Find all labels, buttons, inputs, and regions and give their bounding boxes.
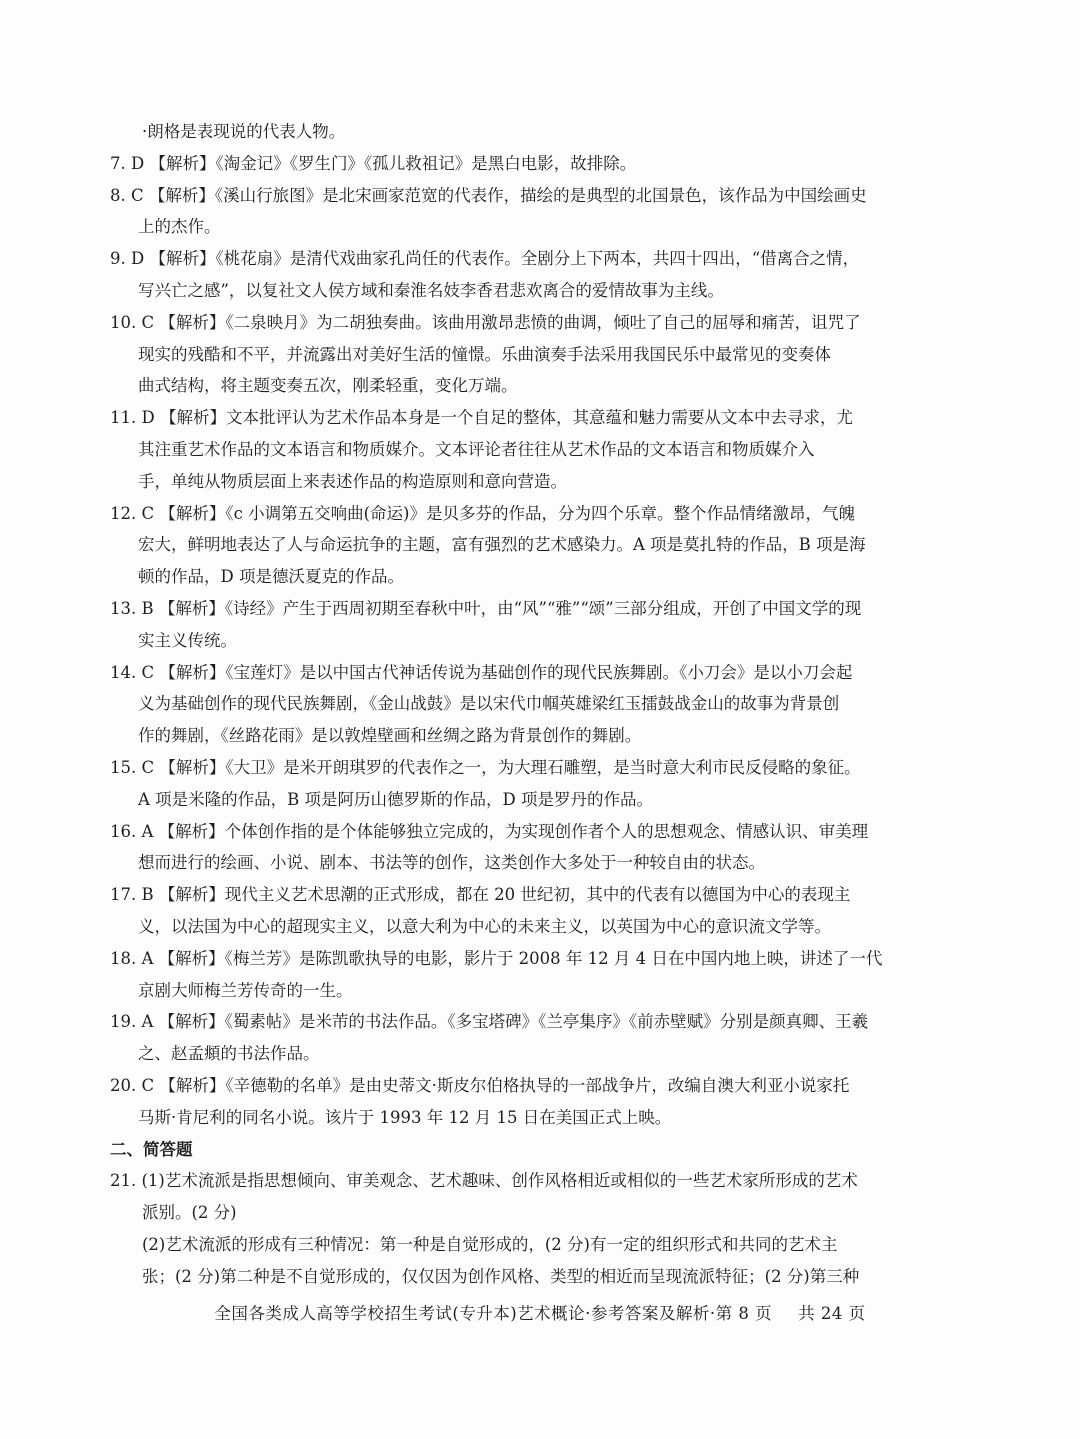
- answer-item: [110, 879, 890, 943]
- answer-text: 个体创作指的是个体能够独立完成的，为实现创作者个人的思想观念、情感认识、审美理: [224, 821, 869, 841]
- answer-content: [110, 116, 890, 1292]
- answer-item: [110, 148, 890, 180]
- answer-number: 12. C: [110, 503, 155, 523]
- q21-part2-line-2: 张；(2 分)第二种是不自觉形成的，仅仅因为创作风格、类型的相近而呈现流派特征；(2 分)第三种: [142, 1266, 860, 1286]
- answer-item-first-line: [110, 943, 890, 975]
- analysis-tag: 【解析】: [159, 662, 226, 682]
- answer-number: 11. D: [110, 408, 155, 428]
- answer-text: 《辛德勒的名单》是由史蒂文·斯皮尔伯格执导的一部战争片，改编自澳大利亚小说家托: [225, 1075, 850, 1095]
- analysis-tag: 【解析】: [158, 1012, 225, 1032]
- q21-part1-line-1: (1)艺术流派是指思想倾向、审美观念、艺术趣味、创作风格相近或相似的一些艺术家所形成的艺术: [141, 1171, 858, 1191]
- answer-number: 17. B: [110, 885, 154, 905]
- answer-continuation-line: 曲式结构，将主题变奏五次，刚柔轻重，变化万端。: [138, 376, 518, 396]
- answer-item: [110, 1070, 890, 1134]
- answer-item: [110, 498, 890, 593]
- answer-items: [110, 148, 890, 1134]
- answer-continuation-line: 现实的残酷和不平，并流露出对美好生活的憧憬。乐曲演奏手法采用我国民乐中最常见的变奏体: [138, 344, 831, 364]
- answer-item-first-line: [110, 816, 890, 848]
- answer-continuation-line: 写兴亡之感”，以复社文人侯方域和秦淮名妓李香君悲欢离合的爱情故事为主线。: [138, 280, 724, 300]
- answer-number: 18. A: [110, 948, 154, 968]
- answer-item: [110, 593, 890, 657]
- analysis-tag: 【解析】: [158, 598, 225, 618]
- answer-number: 16. A: [110, 821, 154, 841]
- answer-continuation-line: 其注重艺术作品的文本语言和物质媒介。文本评论者往往从艺术作品的文本语言和物质媒介入: [138, 439, 815, 459]
- answer-item: [110, 816, 890, 880]
- answer-text: 现代主义艺术思潮的正式形成，都在 20 世纪初，其中的代表有以德国为中心的表现主: [224, 885, 851, 905]
- answer-text: 《大卫》是米开朗琪罗的代表作之一，为大理石雕塑，是当时意大利市民反侵略的象征。: [225, 757, 861, 777]
- answer-continuation-line: 手，单纯从物质层面上来表述作品的构造原则和意向营造。: [138, 471, 567, 491]
- answer-continuation-line: 义为基础创作的现代民族舞剧，《金山战鼓》是以宋代巾帼英雄梁红玉擂鼓战金山的故事为背景创: [138, 694, 840, 714]
- analysis-tag: 【解析】: [159, 503, 226, 523]
- answer-text: 《二泉映月》为二胡独奏曲。该曲用激昂悲愤的曲调，倾吐了自己的屈辱和痛苦，诅咒了: [225, 312, 861, 332]
- answer-continuation-line: 作的舞剧，《丝路花雨》是以敦煌壁画和丝绸之路为背景创作的舞剧。: [138, 726, 642, 746]
- analysis-tag: 【解析】: [159, 757, 226, 777]
- answer-item-first-line: [110, 1006, 890, 1038]
- answer-text: 《c 小调第五交响曲(命运)》是贝多芬的作品，分为四个乐章。整个作品情绪激昂，气魄: [225, 503, 855, 523]
- answer-item: [110, 657, 890, 752]
- answer-continuation-line: 宏大，鲜明地表达了人与命运抗争的主题，富有强烈的艺术感染力。A 项是莫扎特的作品，B 项是海: [138, 535, 866, 555]
- answer-continuation-line: 之、赵孟頫的书法作品。: [138, 1044, 320, 1064]
- answer-item: [110, 752, 890, 816]
- analysis-tag: 【解析】: [149, 249, 216, 269]
- answer-continuation-line: 马斯·肯尼利的同名小说。该片于 1993 年 12 月 15 日在美国正式上映。: [138, 1107, 672, 1127]
- answer-item: [110, 402, 890, 497]
- analysis-tag: 【解析】: [158, 885, 225, 905]
- answer-continuation-line: 顿的作品，D 项是德沃夏克的作品。: [138, 567, 404, 587]
- analysis-tag: 【解析】: [159, 312, 226, 332]
- q21-number: 21.: [110, 1171, 137, 1191]
- section-heading: 二、简答题: [110, 1139, 193, 1159]
- answer-text: 《桃花扇》是清代戏曲家孔尚任的代表作。全剧分上下两本，共四十四出，“借离合之情，: [215, 249, 860, 269]
- answer-item: [110, 307, 890, 402]
- analysis-tag: 【解析】: [158, 948, 225, 968]
- answer-item: [110, 243, 890, 307]
- answer-continuation-line: 想而进行的绘画、小说、剧本、书法等的创作，这类创作大多处于一种较自由的状态。: [138, 853, 765, 873]
- answer-item: [110, 180, 890, 244]
- answer-number: 19. A: [110, 1012, 154, 1032]
- answer-item: [110, 1006, 890, 1070]
- intro-line: ·朗格是表现说的代表人物。: [142, 122, 346, 141]
- answer-text: 文本批评认为艺术作品本身是一个自足的整体，其意蕴和魅力需要从文本中去寻求，尤: [225, 408, 853, 428]
- answer-item-first-line: [110, 180, 890, 212]
- answer-continuation-line: 京剧大师梅兰芳传奇的一生。: [138, 980, 353, 1000]
- q21-part2-line-1: (2)艺术流派的形成有三种情况：第一种是自觉形成的，(2 分)有一定的组织形式和共同的艺术主: [142, 1234, 838, 1254]
- answer-number: 20. C: [110, 1075, 155, 1095]
- answer-item-first-line: [110, 243, 890, 275]
- answer-number: 7. D: [110, 153, 145, 173]
- answer-item-first-line: [110, 307, 890, 339]
- answer-text: 《宝莲灯》是以中国古代神话传说为基础创作的现代民族舞剧。《小刀会》是以小刀会起: [225, 662, 853, 682]
- answer-number: 9. D: [110, 249, 145, 269]
- analysis-tag: 【解析】: [159, 408, 226, 428]
- answer-item-first-line: [110, 657, 890, 689]
- analysis-tag: 【解析】: [148, 185, 215, 205]
- analysis-tag: 【解析】: [159, 1075, 226, 1095]
- answer-text: 《梅兰芳》是陈凯歌执导的电影，影片于 2008 年 12 月 4 日在中国内地上映，讲述了一代: [224, 948, 883, 968]
- answer-number: 14. C: [110, 662, 155, 682]
- answer-continuation-line: 上的杰作。: [138, 217, 221, 237]
- question-21: [110, 1165, 890, 1292]
- q21-part1-line-2: 派别。(2 分): [142, 1203, 237, 1223]
- footer-total: 共 24 页: [798, 1304, 866, 1323]
- answer-number: 13. B: [110, 598, 154, 618]
- answer-number: 15. C: [110, 757, 155, 777]
- answer-continuation-line: 义，以法国为中心的超现实主义，以意大利为中心的未来主义，以英国为中心的意识流文学等。: [138, 916, 831, 936]
- answer-number: 8. C: [110, 185, 144, 205]
- answer-text: 《诗经》产生于西周初期至春秋中叶，由“风”“雅”“颂”三部分组成，开创了中国文学的现: [224, 598, 862, 618]
- answer-item-first-line: [110, 1070, 890, 1102]
- answer-item-first-line: [110, 498, 890, 530]
- answer-text: 《蜀素帖》是米芾的书法作品。《多宝塔碑》《兰亭集序》《前赤壁赋》分别是颜真卿、王羲: [224, 1012, 869, 1032]
- footer-text: 全国各类成人高等学校招生考试(专升本)艺术概论·参考答案及解析·第 8 页: [214, 1304, 773, 1323]
- answer-item-first-line: [110, 148, 890, 180]
- answer-item-first-line: [110, 593, 890, 625]
- answer-number: 10. C: [110, 312, 155, 332]
- answer-text: 《溪山行旅图》是北宋画家范宽的代表作，描绘的是典型的北国景色，该作品为中国绘画史: [214, 185, 867, 205]
- analysis-tag: 【解析】: [149, 153, 216, 173]
- answer-item-first-line: [110, 402, 890, 434]
- answer-continuation-line: A 项是米隆的作品，B 项是阿历山德罗斯的作品，D 项是罗丹的作品。: [138, 789, 654, 809]
- answer-item-first-line: [110, 752, 890, 784]
- answer-text: 《淘金记》《罗生门》《孤儿救祖记》是黑白电影，故排除。: [215, 153, 637, 173]
- q21-line-1: [110, 1165, 890, 1197]
- answer-continuation-line: 实主义传统。: [138, 630, 237, 650]
- answer-item-first-line: [110, 879, 890, 911]
- page-footer: [0, 1300, 1080, 1324]
- answer-item: [110, 943, 890, 1007]
- analysis-tag: 【解析】: [158, 821, 225, 841]
